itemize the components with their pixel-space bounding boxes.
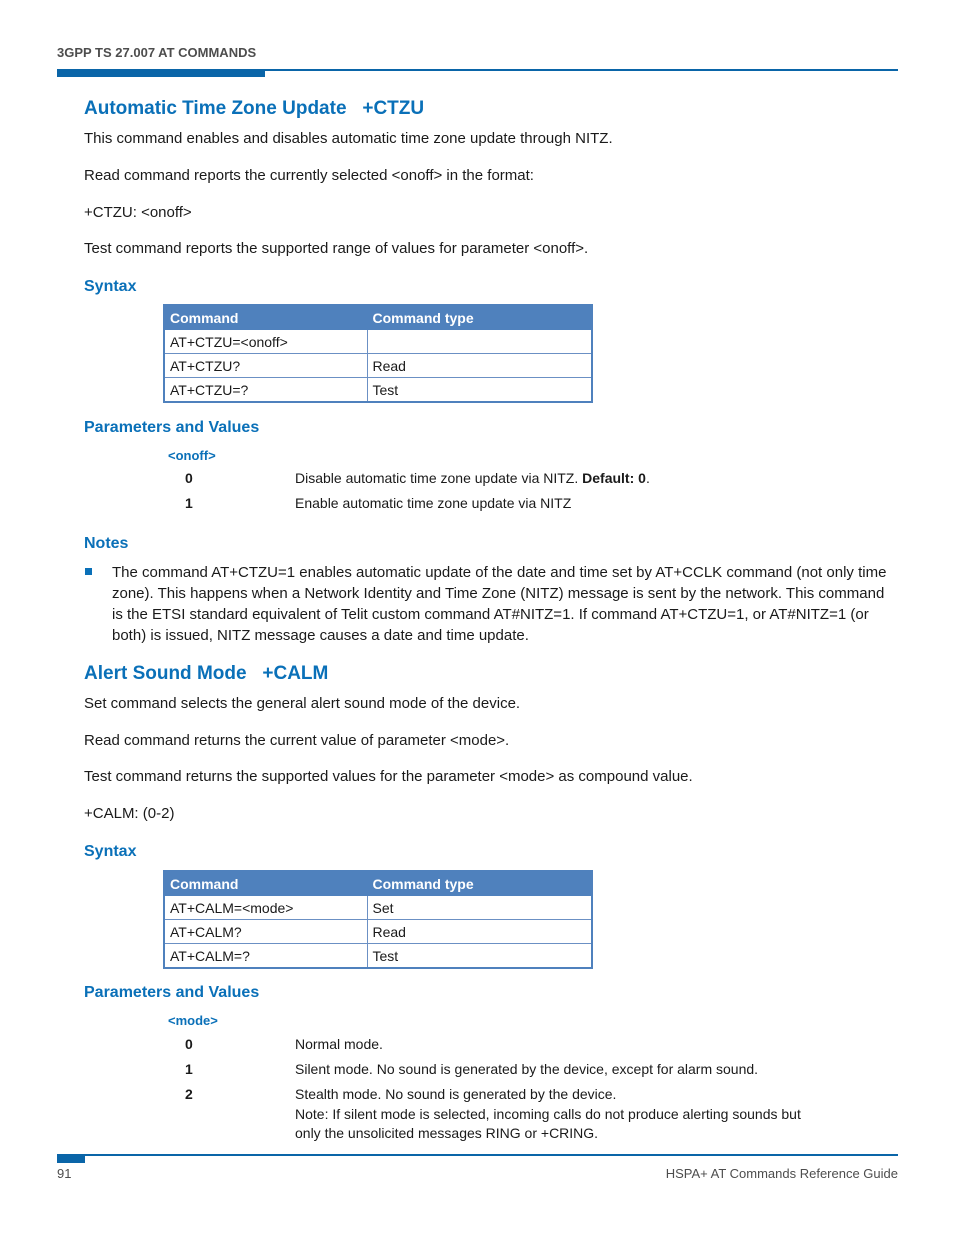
calm-paragraph-1: Set command selects the general alert sound mode of the device. — [84, 695, 521, 712]
section-title-ctzu: Automatic Time Zone Update +CTZU — [84, 98, 425, 119]
bullet-icon — [85, 568, 92, 575]
table-row — [164, 920, 592, 944]
footer-rule — [85, 1154, 898, 1156]
param-description: Enable automatic time zone update via NITZ — [295, 495, 572, 511]
footer-accent-bar — [57, 1154, 85, 1163]
section-title-calm: Alert Sound Mode +CALM — [84, 663, 329, 684]
running-header: 3GPP TS 27.007 AT COMMANDS — [57, 45, 257, 60]
ctzu-notes-heading: Notes — [84, 535, 129, 552]
table-header-row — [164, 871, 592, 896]
param-description: Stealth mode. No sound is generated by the device. — [295, 1086, 617, 1102]
column-header: Command — [164, 871, 367, 896]
type-cell: Test — [367, 378, 592, 403]
header-accent-bar — [57, 69, 265, 77]
column-header: Command type — [367, 871, 592, 896]
param-description: Normal mode. — [295, 1036, 383, 1052]
type-cell: Test — [367, 944, 592, 969]
table-row — [164, 354, 592, 378]
ctzu-params-heading: Parameters and Values — [84, 419, 260, 436]
ctzu-paragraph-4: Test command reports the supported range of values for parameter <onoff>. — [84, 240, 589, 257]
param-description: Disable automatic time zone update via NITZ. Default: 0. — [295, 470, 650, 486]
table-header-row — [164, 305, 592, 330]
ctzu-syntax-table — [163, 304, 593, 403]
column-header: Command — [164, 305, 367, 330]
param-note: Note: If silent mode is selected, incoming calls do not produce alerting sounds but only the unsolicited messages RING or +CRING. — [295, 1106, 801, 1141]
type-cell: Read — [367, 920, 592, 944]
table-row — [164, 378, 592, 403]
calm-paragraph-3: Test command returns the supported values for the parameter <mode> as compound value. — [84, 768, 693, 785]
ctzu-paragraph-1: This command enables and disables automatic time zone update through NITZ. — [84, 130, 613, 147]
page-number: 91 — [57, 1166, 72, 1181]
ctzu-paragraph-3: +CTZU: <onoff> — [84, 204, 192, 221]
ctzu-syntax-heading: Syntax — [84, 278, 137, 295]
command-cell: AT+CALM? — [164, 920, 367, 944]
command-cell: AT+CTZU=<onoff> — [164, 330, 367, 354]
ctzu-param-name: <onoff> — [168, 448, 216, 463]
type-cell — [367, 330, 592, 354]
param-value: 0 — [185, 470, 193, 486]
calm-syntax-heading: Syntax — [84, 843, 137, 860]
calm-params-heading: Parameters and Values — [84, 984, 260, 1001]
ctzu-paragraph-2: Read command reports the currently selected <onoff> in the format: — [84, 167, 534, 184]
param-value: 0 — [185, 1036, 193, 1052]
column-header: Command type — [367, 305, 592, 330]
table-row — [164, 944, 592, 969]
calm-paragraph-4: +CALM: (0-2) — [84, 805, 175, 822]
type-cell: Read — [367, 354, 592, 378]
calm-syntax-table — [163, 870, 593, 969]
param-value: 1 — [185, 1061, 193, 1077]
command-cell: AT+CTZU? — [164, 354, 367, 378]
ctzu-note: The command AT+CTZU=1 enables automatic update of the date and time set by AT+CCLK command (not only time zone). This happens when a Network Identity and Time Zone (NITZ) message is sent by the network. This command is the ETSI standard equivalent of Telit custom command AT#NITZ=1. If command AT+CTZU=1, or AT#NITZ=1 (or both) is issued, NITZ message causes a date and time update. — [112, 564, 887, 644]
table-row — [164, 330, 592, 354]
command-cell: AT+CTZU=? — [164, 378, 367, 403]
footer-title: HSPA+ AT Commands Reference Guide — [665, 1166, 898, 1181]
command-cell: AT+CALM=<mode> — [164, 896, 367, 920]
type-cell: Set — [367, 896, 592, 920]
param-value: 1 — [185, 495, 193, 511]
command-cell: AT+CALM=? — [164, 944, 367, 969]
param-value: 2 — [185, 1086, 193, 1102]
calm-paragraph-2: Read command returns the current value of parameter <mode>. — [84, 732, 510, 749]
table-row — [164, 896, 592, 920]
header-rule — [265, 69, 898, 71]
param-description: Silent mode. No sound is generated by the device, except for alarm sound. — [295, 1061, 759, 1077]
calm-param-name: <mode> — [168, 1013, 218, 1028]
default-label: Default: 0 — [582, 470, 646, 486]
